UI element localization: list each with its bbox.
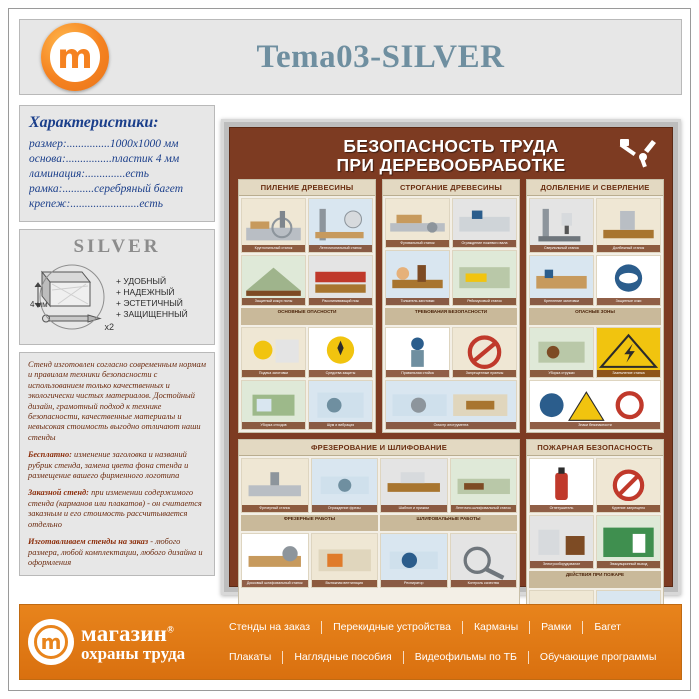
figure-cell — [596, 327, 661, 377]
figure-caption: Сверлильный станок — [530, 245, 593, 252]
figure-cell — [241, 458, 309, 513]
figure-cell — [241, 198, 306, 253]
section-subheading: ДЕЙСТВИЯ ПРИ ПОЖАРЕ — [529, 571, 661, 587]
figure-caption: Ленточнопильный станок — [309, 245, 372, 252]
figure-cell — [311, 458, 379, 513]
footer-link[interactable]: Стенды на заказ — [229, 621, 311, 633]
section-heading: ПИЛЕНИЕ ДРЕВЕСИНЫ — [239, 180, 375, 196]
figure-cell — [529, 327, 594, 377]
figure-caption: Ограждение ножевого вала — [453, 240, 516, 247]
figure-caption: Уборка стружки — [530, 370, 593, 377]
footer-link[interactable]: Карманы — [473, 621, 519, 633]
characteristics-row — [29, 197, 205, 212]
figure-cell — [308, 255, 373, 305]
footer-brand[interactable] — [20, 605, 216, 679]
figure-caption: Дисковый шлифовальный станок — [242, 580, 308, 587]
figure-cell — [241, 533, 309, 588]
figure-caption: Крепление заготовки — [530, 298, 593, 305]
bullet-item: + ЭСТЕТИЧНЫЙ — [116, 298, 183, 308]
char-value: есть — [139, 198, 163, 210]
product-card-frame — [8, 8, 691, 691]
poster-preview[interactable] — [221, 119, 681, 595]
figure-caption: Защитные очки — [597, 298, 660, 305]
figure-cell — [529, 198, 594, 253]
figure-caption: Защитный кожух пилы — [242, 298, 305, 305]
silver-title: SILVER — [73, 236, 161, 257]
char-value: есть — [125, 168, 149, 180]
description-paragraph — [28, 537, 206, 568]
brand-line-2: охраны труда — [81, 644, 186, 664]
footer-link[interactable]: Наглядные пособия — [294, 651, 392, 663]
poster-section-sawing — [238, 179, 376, 433]
figure-caption: Уборка отходов — [242, 422, 305, 429]
figure-caption: Контроль качества — [451, 580, 517, 587]
char-label: крепеж: — [29, 198, 71, 210]
footer-link[interactable]: Перекидные устройства — [333, 621, 451, 633]
figure-caption: Круглопильный станок — [242, 245, 305, 252]
figure-cell — [385, 380, 517, 430]
footer-link[interactable]: Багет — [594, 621, 621, 633]
figure-cell — [385, 198, 450, 248]
footer-links — [216, 615, 681, 669]
figure-cell — [308, 380, 373, 430]
characteristics-row — [29, 152, 205, 167]
bullet-item: + УДОБНЫЙ — [116, 276, 167, 286]
figure-cell — [529, 255, 594, 305]
characteristics-box — [19, 105, 215, 222]
description-lead: Изготавливаем стенды на заказ — [28, 537, 149, 547]
figure-cell — [385, 327, 450, 377]
description-paragraph — [28, 450, 206, 481]
char-value: пластик 4 мм — [111, 153, 180, 165]
description-text: изменение заголовка и названий рубрик стенда, замена цвета фона стенда и размещение вашего фирменного логотипа — [28, 450, 189, 481]
footer — [19, 604, 682, 680]
logo-letter: m — [50, 32, 100, 82]
poster-title-line1: БЕЗОПАСНОСТЬ ТРУДА — [343, 136, 559, 156]
poster-sections-grid — [238, 179, 664, 647]
bullet-item: + ЗАЩИЩЕННЫЙ — [116, 309, 188, 319]
footer-link[interactable]: Плакаты — [229, 651, 272, 663]
figure-caption: Респиратор — [381, 580, 447, 587]
poster-section-planing — [382, 179, 520, 433]
silver-box — [19, 229, 215, 345]
figure-caption: Правильная стойка — [386, 370, 449, 377]
figure-cell — [385, 250, 450, 305]
bullet-item: + НАДЕЖНЫЙ — [116, 287, 175, 297]
figure-caption: Фуговальный станок — [386, 240, 449, 247]
footer-logo-letter: m — [34, 625, 68, 659]
thickness-label: 4 мм — [30, 300, 48, 309]
figure-caption: Расклинивающий нож — [309, 298, 372, 305]
char-dots: ........................ — [70, 198, 140, 210]
figure-caption: Курение запрещено — [597, 505, 660, 512]
magazin-logo-icon — [28, 619, 74, 665]
figure-caption: Запрещенные приемы — [453, 370, 516, 377]
figure-caption: Фрезерный станок — [242, 505, 308, 512]
hammer-and-wrench-icon — [618, 137, 660, 171]
description-lead: Заказной стенд: — [28, 488, 89, 498]
figure-cell — [380, 533, 448, 588]
figure-caption: Ограждение фрезы — [312, 505, 378, 512]
header-logo — [20, 19, 130, 95]
poster-title-line2: ПРИ ДЕРЕВООБРАБОТКЕ — [336, 155, 566, 175]
figure-caption: Знаки безопасности — [530, 422, 660, 429]
description-paragraph: Стенд изготовлен согласно современным нормам и правилам техники безопасности с использованием только качественных и экологически чистых материалов. Достойный дизайн, грамотный подход к технике безопасности, качественные материалы и невысокая стоимость выгодно отличают наши стенды — [28, 360, 207, 442]
figure-caption: Рейсмусовый станок — [453, 298, 516, 305]
left-column — [19, 105, 215, 576]
multiplier-label: x2 — [104, 322, 114, 332]
footer-links-row-top — [218, 615, 675, 639]
page-title: Tema03-SILVER — [256, 38, 505, 75]
figure-cell — [452, 327, 517, 377]
figure-caption: Подача заготовки — [242, 370, 305, 377]
char-dots: ............... — [66, 138, 110, 150]
description-paragraph — [28, 488, 206, 530]
figure-cell — [529, 458, 594, 513]
section-subheading: ОСНОВНЫЕ ОПАСНОСТИ — [241, 308, 373, 326]
poster-title — [238, 135, 664, 179]
figure-cell — [241, 380, 306, 430]
figure-cell — [311, 533, 379, 588]
section-heading: СТРОГАНИЕ ДРЕВЕСИНЫ — [383, 180, 519, 196]
frame-sample-illustration — [28, 262, 116, 336]
figure-caption: Шаблон и прижим — [381, 505, 447, 512]
figure-cell — [308, 327, 373, 377]
header — [19, 19, 682, 95]
footer-link[interactable]: Видеофильмы по ТБ — [414, 651, 517, 663]
figure-cell — [380, 458, 448, 513]
footer-links-row-bottom — [218, 645, 675, 669]
figure-caption: Заземление станка — [597, 370, 660, 377]
characteristics-title: Характеристики: — [29, 114, 159, 131]
figure-cell — [308, 198, 373, 253]
silver-bullets — [116, 262, 188, 336]
characteristics-row — [29, 167, 205, 182]
footer-link[interactable]: Обучающие программы — [539, 651, 657, 663]
char-label: ламинация: — [29, 168, 86, 180]
description-text: - любого размера, любой комплектации, любого дизайна и оформления — [28, 537, 203, 567]
figure-cell — [452, 198, 517, 248]
figure-caption: Долбежный станок — [597, 245, 660, 252]
brand-line-1: магазин® — [81, 620, 175, 646]
section-heading: ПОЖАРНАЯ БЕЗОПАСНОСТЬ — [527, 440, 663, 456]
magazin-logo-icon — [41, 23, 109, 91]
figure-cell — [596, 255, 661, 305]
char-label: рамка: — [29, 183, 63, 195]
char-dots: ........... — [62, 183, 95, 195]
char-dots: .............. — [85, 168, 126, 180]
figure-caption: Ленточно-шлифовальный станок — [451, 505, 517, 512]
figure-caption: Эвакуационный выход — [597, 561, 660, 568]
figure-cell — [452, 250, 517, 305]
characteristics-row — [29, 137, 205, 152]
char-label: размер: — [29, 138, 67, 150]
figure-cell — [529, 380, 661, 430]
figure-cell — [596, 458, 661, 513]
footer-link[interactable]: Рамки — [541, 621, 572, 633]
section-heading: ФРЕЗЕРОВАНИЕ И ШЛИФОВАНИЕ — [239, 440, 519, 456]
section-subheading: ФРЕЗЕРНЫЕ РАБОТЫ — [241, 515, 378, 531]
char-value: серебряный багет — [94, 183, 184, 195]
description-lead: Бесплатно: — [28, 450, 72, 460]
figure-cell — [596, 515, 661, 570]
registered-mark: ® — [167, 623, 175, 634]
char-label: основа: — [29, 153, 66, 165]
figure-caption: Огнетушитель — [530, 505, 593, 512]
figure-cell — [450, 533, 518, 588]
figure-caption: Осмотр инструмента — [386, 422, 516, 429]
figure-cell — [241, 255, 306, 305]
figure-cell — [596, 198, 661, 253]
description-text: при изменении содержимого стенда (карманов или плакатов) - он считается заказным и его стоимость рассчитывается отдельно — [28, 488, 202, 529]
description-box — [19, 352, 215, 576]
figure-caption: Средства защиты — [309, 370, 372, 377]
poster-section-drilling — [526, 179, 664, 433]
figure-cell — [241, 327, 306, 377]
figure-caption: Вытяжная вентиляция — [312, 580, 378, 587]
figure-cell — [529, 515, 594, 570]
figure-caption: Толкатель заготовки — [386, 298, 449, 305]
characteristics-row — [29, 182, 205, 197]
figure-cell — [450, 458, 518, 513]
section-heading: ДОЛБЛЕНИЕ И СВЕРЛЕНИЕ — [527, 180, 663, 196]
section-subheading: ШЛИФОВАЛЬНЫЕ РАБОТЫ — [380, 515, 517, 531]
figure-caption: Шум и вибрация — [309, 422, 372, 429]
char-value: 1000x1000 мм — [109, 138, 179, 150]
section-subheading: ОПАСНЫЕ ЗОНЫ — [529, 308, 661, 326]
poster-board — [229, 127, 673, 587]
section-subheading: ТРЕБОВАНИЯ БЕЗОПАСНОСТИ — [385, 308, 517, 326]
char-dots: ................ — [65, 153, 112, 165]
figure-caption: Электрооборудование — [530, 561, 593, 568]
